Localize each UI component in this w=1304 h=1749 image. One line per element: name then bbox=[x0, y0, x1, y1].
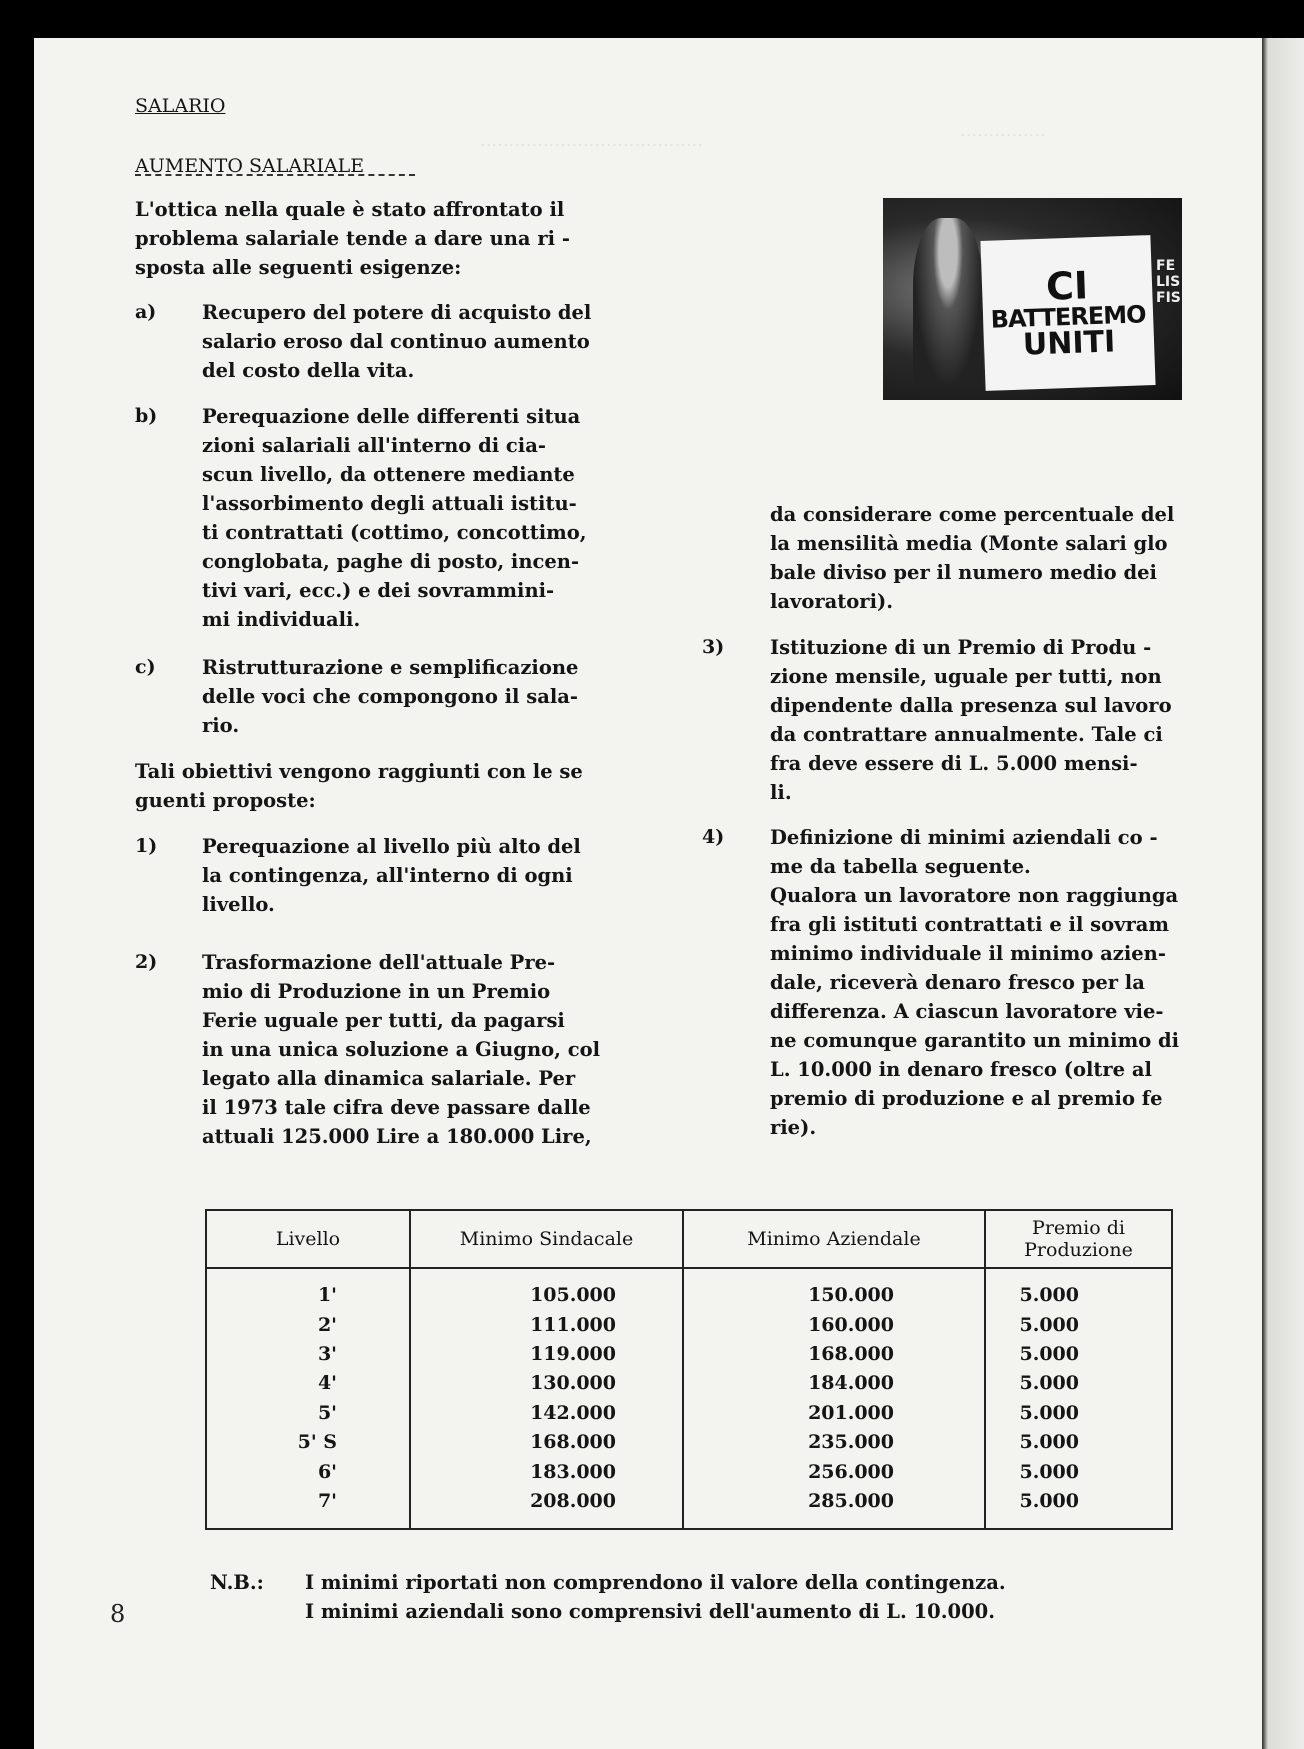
list-item-line: delle voci che compongono il sala- bbox=[202, 685, 579, 708]
company-minimum-cell: 150.000 bbox=[683, 1268, 985, 1310]
sub-heading: AUMENTO SALARIALE bbox=[135, 155, 365, 177]
company-minimum-cell: 256.000 bbox=[683, 1457, 985, 1486]
level-cell: 5' bbox=[206, 1399, 410, 1428]
column-header: Livello bbox=[206, 1210, 410, 1268]
protest-photo bbox=[883, 198, 1182, 400]
level-cell: 6' bbox=[206, 1457, 410, 1486]
proposals-intro-line: Tali obiettivi vengono raggiunti con le se bbox=[135, 760, 583, 783]
union-minimum-cell: 105.000 bbox=[410, 1268, 683, 1310]
list-item-line: minimo individuale il minimo azien- bbox=[770, 942, 1166, 965]
list-item-line: zioni salariali all'interno di cia- bbox=[202, 434, 546, 457]
list-item-line: Perequazione delle differenti situa bbox=[202, 405, 581, 428]
intro-line: L'ottica nella quale è stato affrontato il bbox=[135, 198, 565, 221]
table-row bbox=[206, 1369, 1172, 1398]
company-minimum-cell: 168.000 bbox=[683, 1340, 985, 1369]
continuation-line: bale diviso per il numero medio dei bbox=[770, 561, 1157, 584]
list-item-line: ne comunque garantito un minimo di bbox=[770, 1029, 1180, 1052]
level-cell: 4' bbox=[206, 1369, 410, 1398]
column-header: Minimo Aziendale bbox=[683, 1210, 985, 1268]
list-item-line: il 1973 tale cifra deve passare dalle bbox=[202, 1096, 591, 1119]
page-heading: SALARIO bbox=[135, 95, 226, 117]
company-minimum-cell: 184.000 bbox=[683, 1369, 985, 1398]
table-row bbox=[206, 1340, 1172, 1369]
list-item-line: legato alla dinamica salariale. Per bbox=[202, 1067, 576, 1090]
list-item-line: mio di Produzione in un Premio bbox=[202, 980, 551, 1003]
union-minimum-cell: 111.000 bbox=[410, 1310, 683, 1339]
level-cell: 2' bbox=[206, 1310, 410, 1339]
bleed-through-text: ....................................... bbox=[480, 130, 704, 151]
list-item-line: livello. bbox=[202, 893, 275, 916]
production-bonus-cell: 5.000 bbox=[985, 1268, 1172, 1310]
list-item-line: in una unica soluzione a Giugno, col bbox=[202, 1038, 600, 1061]
level-cell: 3' bbox=[206, 1340, 410, 1369]
table-header-row bbox=[206, 1210, 1172, 1268]
page-number: 8 bbox=[110, 1600, 126, 1628]
continuation-line: lavoratori). bbox=[770, 590, 893, 613]
list-item-line: L. 10.000 in denaro fresco (oltre al bbox=[770, 1058, 1152, 1081]
list-marker: 1) bbox=[135, 835, 158, 857]
photo-person bbox=[913, 218, 983, 388]
list-item-line: del costo della vita. bbox=[202, 359, 415, 382]
note-line: I minimi riportati non comprendono il valore della contingenza. bbox=[305, 1571, 1006, 1594]
list-item-line: me da tabella seguente. bbox=[770, 855, 1031, 878]
column-header: Minimo Sindacale bbox=[410, 1210, 683, 1268]
list-marker: 2) bbox=[135, 951, 158, 973]
table-row bbox=[206, 1487, 1172, 1529]
list-item-line: Perequazione al livello più alto del bbox=[202, 835, 581, 858]
table-row bbox=[206, 1457, 1172, 1486]
list-item-line: rie). bbox=[770, 1116, 817, 1139]
union-minimum-cell: 130.000 bbox=[410, 1369, 683, 1398]
list-item-line: conglobata, paghe di posto, incen- bbox=[202, 550, 580, 573]
list-item-line: premio di produzione e al premio fe bbox=[770, 1087, 1163, 1110]
sign-text: UNITI bbox=[1022, 324, 1116, 363]
list-item-line: dipendente dalla presenza sul lavoro bbox=[770, 694, 1172, 717]
production-bonus-cell: 5.000 bbox=[985, 1487, 1172, 1529]
table-row bbox=[206, 1268, 1172, 1310]
note-line: I minimi aziendali sono comprensivi dell'aumento di L. 10.000. bbox=[305, 1600, 996, 1623]
table-row bbox=[206, 1428, 1172, 1457]
list-item-line: Istituzione di un Premio di Produ - bbox=[770, 636, 1152, 659]
list-marker: c) bbox=[135, 656, 156, 678]
list-item-line: tivi vari, ecc.) e dei sovrammini- bbox=[202, 579, 555, 602]
company-minimum-cell: 285.000 bbox=[683, 1487, 985, 1529]
union-minimum-cell: 183.000 bbox=[410, 1457, 683, 1486]
note-label: N.B.: bbox=[210, 1571, 264, 1594]
production-bonus-cell: 5.000 bbox=[985, 1340, 1172, 1369]
sign-text: BATTEREMO bbox=[990, 300, 1147, 334]
list-marker: b) bbox=[135, 405, 158, 427]
sign-side-text: FE LIS FIS bbox=[1156, 258, 1181, 306]
minimum-wage-table bbox=[205, 1209, 1173, 1530]
production-bonus-cell: 5.000 bbox=[985, 1457, 1172, 1486]
production-bonus-cell: 5.000 bbox=[985, 1310, 1172, 1339]
intro-line: problema salariale tende a dare una ri - bbox=[135, 227, 570, 250]
proposals-intro-line: guenti proposte: bbox=[135, 789, 316, 812]
union-minimum-cell: 142.000 bbox=[410, 1399, 683, 1428]
level-cell: 7' bbox=[206, 1487, 410, 1529]
page-gutter bbox=[1262, 38, 1304, 1749]
list-item-line: attuali 125.000 Lire a 180.000 Lire, bbox=[202, 1125, 592, 1148]
list-item-line: rio. bbox=[202, 714, 240, 737]
union-minimum-cell: 119.000 bbox=[410, 1340, 683, 1369]
list-item-line: Definizione di minimi aziendali co - bbox=[770, 826, 1158, 849]
union-minimum-cell: 208.000 bbox=[410, 1487, 683, 1529]
list-item-line: la contingenza, all'interno di ogni bbox=[202, 864, 573, 887]
list-item-line: fra deve essere di L. 5.000 mensi- bbox=[770, 752, 1138, 775]
list-item-line: Ristrutturazione e semplificazione bbox=[202, 656, 579, 679]
list-item-line: da contrattare annualmente. Tale ci bbox=[770, 723, 1163, 746]
list-item-line: zione mensile, uguale per tutti, non bbox=[770, 665, 1162, 688]
production-bonus-cell: 5.000 bbox=[985, 1428, 1172, 1457]
list-item-line: differenza. A ciascun lavoratore vie- bbox=[770, 1000, 1164, 1023]
list-item-line: salario eroso dal continuo aumento bbox=[202, 330, 590, 353]
production-bonus-cell: 5.000 bbox=[985, 1399, 1172, 1428]
table-row bbox=[206, 1399, 1172, 1428]
list-item-line: scun livello, da ottenere mediante bbox=[202, 463, 575, 486]
continuation-line: la mensilità media (Monte salari glo bbox=[770, 532, 1168, 555]
company-minimum-cell: 201.000 bbox=[683, 1399, 985, 1428]
continuation-line: da considerare come percentuale del bbox=[770, 503, 1175, 526]
company-minimum-cell: 235.000 bbox=[683, 1428, 985, 1457]
list-item-line: Qualora un lavoratore non raggiunga bbox=[770, 884, 1179, 907]
list-item-line: l'assorbimento degli attuali istitu- bbox=[202, 492, 577, 515]
list-item-line: ti contrattati (cottimo, concottimo, bbox=[202, 521, 587, 544]
dashed-rule bbox=[135, 174, 415, 176]
bleed-through-text: ............... bbox=[960, 120, 1046, 141]
list-item-line: dale, riceverà denaro fresco per la bbox=[770, 971, 1145, 994]
protest-sign bbox=[980, 235, 1155, 391]
sign-text: CI bbox=[1045, 263, 1089, 309]
level-cell: 5' S bbox=[206, 1428, 410, 1457]
production-bonus-cell: 5.000 bbox=[985, 1369, 1172, 1398]
list-item-line: mi individuali. bbox=[202, 608, 361, 631]
list-item-line: Trasformazione dell'attuale Pre- bbox=[202, 951, 556, 974]
list-marker: 3) bbox=[702, 636, 725, 658]
list-item-line: fra gli istituti contrattati e il sovram bbox=[770, 913, 1169, 936]
list-item-line: Ferie uguale per tutti, da pagarsi bbox=[202, 1009, 565, 1032]
column-header: Premio di Produzione bbox=[985, 1210, 1172, 1268]
table-row bbox=[206, 1310, 1172, 1339]
level-cell: 1' bbox=[206, 1268, 410, 1310]
intro-line: sposta alle seguenti esigenze: bbox=[135, 256, 462, 279]
list-marker: a) bbox=[135, 301, 157, 323]
list-item-line: li. bbox=[770, 781, 792, 804]
list-item-line: Recupero del potere di acquisto del bbox=[202, 301, 592, 324]
company-minimum-cell: 160.000 bbox=[683, 1310, 985, 1339]
list-marker: 4) bbox=[702, 826, 725, 848]
union-minimum-cell: 168.000 bbox=[410, 1428, 683, 1457]
